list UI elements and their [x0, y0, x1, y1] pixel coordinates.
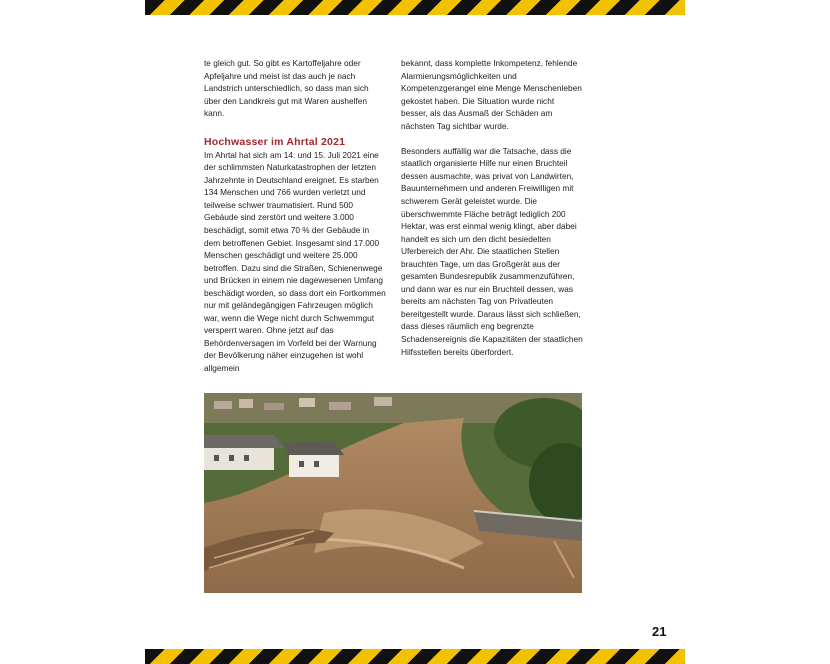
page-number: 21 — [652, 624, 667, 639]
section-heading: Hochwasser im Ahrtal 2021 — [204, 135, 346, 148]
left-intro-paragraph: te gleich gut. So gibt es Kartoffeljahre oder Apfeljahre und meist ist das auch je nach Landstrich unterschiedlich, so dass man sich über den Landkreis gut mit Waren aushelfen kann. — [204, 58, 369, 119]
left-column — [204, 57, 386, 375]
left-body-paragraph: Im Ahrtal hat sich am 14. und 15. Juli 2021 eine der schlimmsten Naturkatastrophen der letzten Jahrzehnte in Deutschland ereignet. Es starben 134 Menschen und 766 wurden verletzt und teilweise schwer traumatisiert. Rund 500 Gebäude sind zerstört und weitere 3.000 beschädigt, somit etwa 70 % der Gebäude in dem betroffenen Gebiet. Insgesamt sind 17.000 Menschen geschädigt und weitere 25.000 betroffen. Dazu sind die Straßen, Schienenwege und Brücken in einem nie dagewesenen Umfang beschädigt worden, so dass dort ein Fortkommen nur mit geländegängigen Fahrzeugen möglich war, wenn die Wege nicht durch Schwemmgut versperrt waren. Ohne jetzt auf das Behördenversagen im Vorfeld bei der Warnung der Bevölkerung näher einzugehen ist wohl allgemein — [204, 149, 386, 374]
hazard-stripe-bottom — [145, 649, 685, 664]
right-paragraph-1: bekannt, dass komplette Inkompetenz, fehlende Alarmierungsmöglichkeiten und Kompetenzgerangel eine Menge Menschenleben gekostet haben. Die Situation wurde nicht besser, als das Ausmaß der Schäden am nächsten Tag sichtbar wurde. — [401, 58, 582, 131]
right-paragraph-2: Besonders auffällig war die Tatsache, dass die staatlich organisierte Hilfe nur einen Bruchteil dessen ausmachte, was privat von Landwirten, Bauunternehmern und anderen Freiwilligen mit schwerem Gerät geleistet wurde. Die überschwemmte Fläche beträgt lediglich 200 Hektar, was erst einmal wenig klingt, aber dabei handelt es sich um den dicht besiedelten Uferbereich der Ahr. Die staatlichen Stellen brauchten Tage, um das Großgerät aus der gesamten Bundesrepublik zusammenzuführen, und dann war es nur ein Bruchteil dessen, was bereits am nächsten Tag von Privatleuten bereitgestellt wurde. Daraus lässt sich schließen, dass dieses räumlich eng begrenzte Schadensereignis die Kapazitäten der staatlichen Hilfsstellen bereits überfordert. — [401, 145, 583, 357]
right-column — [401, 57, 583, 358]
flood-photo — [204, 393, 582, 593]
hazard-stripe-top — [145, 0, 685, 15]
